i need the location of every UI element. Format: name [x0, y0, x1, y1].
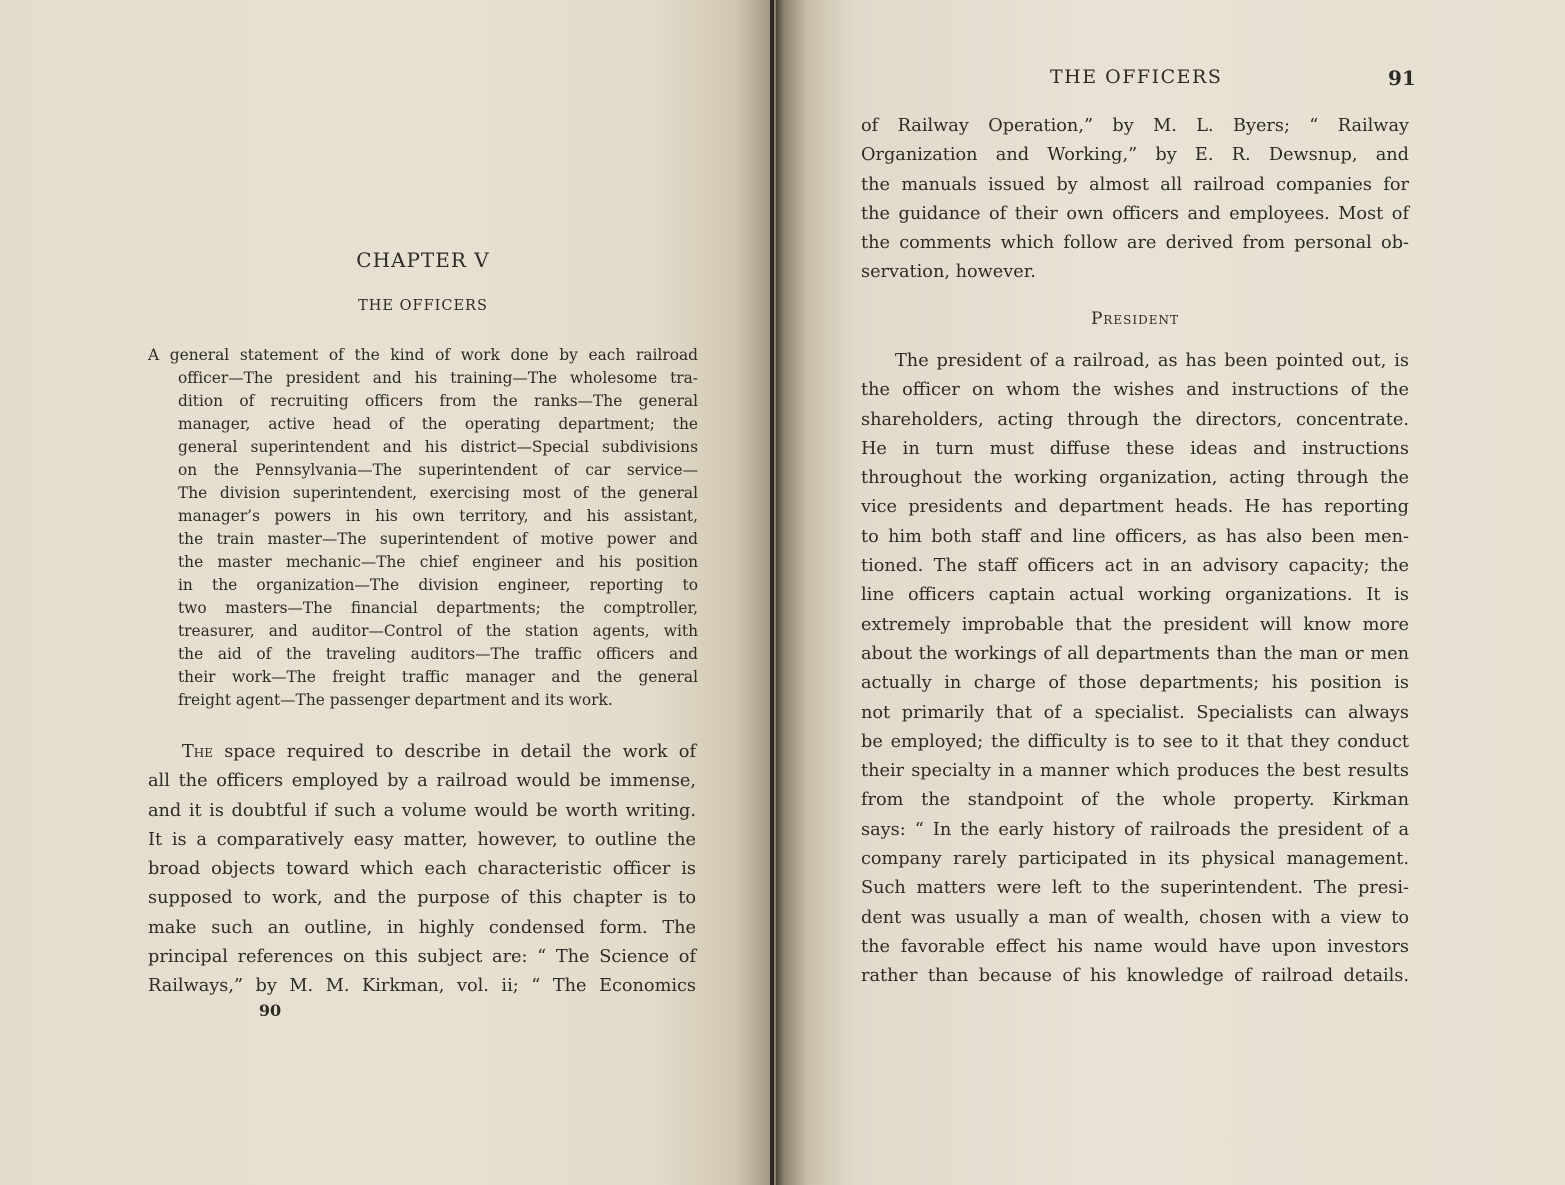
- body-text-left: [148, 738, 696, 1002]
- synopsis-line: the master mechanic—The chief engineer and his position: [178, 553, 698, 571]
- synopsis-line: manager, active head of the operating department; the: [178, 415, 698, 433]
- synopsis-line: the train master—The superintendent of motive power and: [178, 530, 698, 548]
- lead-word: The: [182, 742, 214, 762]
- body-line: servation, however.: [861, 262, 1036, 283]
- body-line: and it is doubtful if such a volume would be worth writing.: [148, 800, 696, 821]
- body-line: the guidance of their own officers and employees. Most of: [861, 203, 1409, 224]
- synopsis-line: on the Pennsylvania—The superintendent of car service—: [178, 461, 698, 479]
- page-number: 91: [1388, 66, 1416, 90]
- body-line: Organization and Working,” by E. R. Dewsnup, and: [861, 145, 1409, 166]
- body-line: actually in charge of those departments; his position is: [861, 673, 1409, 694]
- body-line: to him both staff and line officers, as has also been men-: [861, 526, 1409, 547]
- body-line: of Railway Operation,” by M. L. Byers; “ Railway: [861, 116, 1409, 136]
- body-line: tioned. The staff officers act in an advisory capacity; the: [861, 556, 1409, 577]
- body-line: rather than because of his knowledge of railroad details.: [861, 966, 1409, 987]
- synopsis-line: dition of recruiting officers from the ranks—The general: [178, 392, 698, 410]
- body-line: It is a comparatively easy matter, however, to outline the: [148, 829, 696, 850]
- body-line: the comments which follow are derived from personal ob-: [861, 233, 1409, 254]
- page-number: 90: [258, 1001, 282, 1020]
- left-page: [0, 0, 776, 1185]
- book-gutter: [770, 0, 774, 1185]
- body-line: He in turn must diffuse these ideas and instructions: [861, 438, 1409, 459]
- body-line: broad objects toward which each characteristic officer is: [148, 859, 696, 880]
- body-line: all the officers employed by a railroad would be immense,: [148, 771, 696, 792]
- chapter-title: CHAPTER V: [356, 248, 490, 272]
- body-line: line officers captain actual working organizations. It is: [861, 585, 1409, 606]
- chapter-synopsis: [148, 344, 698, 712]
- synopsis-line: in the organization—The division engineer, reporting to: [178, 576, 698, 594]
- body-text-right-continuation: [861, 112, 1409, 288]
- body-text-right-section: [861, 347, 1409, 992]
- synopsis-line: A general statement of the kind of work done by each railroad: [148, 346, 698, 364]
- body-line: the officer on whom the wishes and instructions of the: [861, 380, 1409, 401]
- body-line: dent was usually a man of wealth, chosen with a view to: [861, 907, 1409, 928]
- synopsis-line: the aid of the traveling auditors—The traffic officers and: [178, 645, 698, 663]
- body-line: vice presidents and department heads. He has reporting: [861, 497, 1409, 518]
- synopsis-line: general superintendent and his district—Special subdivisions: [178, 438, 698, 456]
- body-line: says: “ In the early history of railroads the president of a: [861, 819, 1409, 840]
- body-line: company rarely participated in its physical management.: [861, 849, 1409, 870]
- running-head: THE OFFICERS: [1050, 66, 1223, 88]
- body-line: their specialty in a manner which produces the best results: [861, 761, 1409, 782]
- chapter-subtitle: THE OFFICERS: [358, 298, 488, 314]
- body-line: from the standpoint of the whole property. Kirkman: [861, 790, 1409, 811]
- synopsis-line: officer—The president and his training—The wholesome tra-: [178, 369, 698, 387]
- synopsis-line: The division superintendent, exercising most of the general: [178, 484, 698, 502]
- synopsis-line: treasurer, and auditor—Control of the station agents, with: [178, 622, 698, 640]
- body-line: [148, 738, 696, 767]
- body-line: the manuals issued by almost all railroad companies for: [861, 174, 1409, 195]
- body-line: be employed; the difficulty is to see to it that they conduct: [861, 731, 1409, 752]
- body-line: not primarily that of a specialist. Specialists can always: [861, 702, 1409, 723]
- body-line: shareholders, acting through the directors, concentrate.: [861, 409, 1409, 430]
- body-line-rest: space required to describe in detail the work of: [213, 742, 696, 762]
- body-line: supposed to work, and the purpose of this chapter is to: [148, 888, 696, 909]
- body-line: extremely improbable that the president will know more: [861, 614, 1409, 635]
- body-line: throughout the working organization, acting through the: [861, 468, 1409, 489]
- body-line: principal references on this subject are: “ The Science of: [148, 947, 696, 968]
- body-line: Railways,” by M. M. Kirkman, vol. ii; “ The Economics: [148, 976, 696, 997]
- body-line: The president of a railroad, as has been pointed out, is: [895, 351, 1409, 371]
- synopsis-line: manager’s powers in his own territory, and his assistant,: [178, 507, 698, 525]
- body-line: make such an outline, in highly condensed form. The: [148, 917, 696, 938]
- body-line: Such matters were left to the superintendent. The presi-: [861, 878, 1409, 899]
- section-heading: President: [1090, 309, 1180, 329]
- synopsis-line: their work—The freight traffic manager and the general: [178, 668, 698, 686]
- synopsis-line: freight agent—The passenger department and its work.: [178, 691, 613, 709]
- synopsis-line: two masters—The financial departments; the comptroller,: [178, 599, 698, 617]
- body-line: the favorable effect his name would have upon investors: [861, 936, 1409, 957]
- body-line: about the workings of all departments than the man or men: [861, 643, 1409, 664]
